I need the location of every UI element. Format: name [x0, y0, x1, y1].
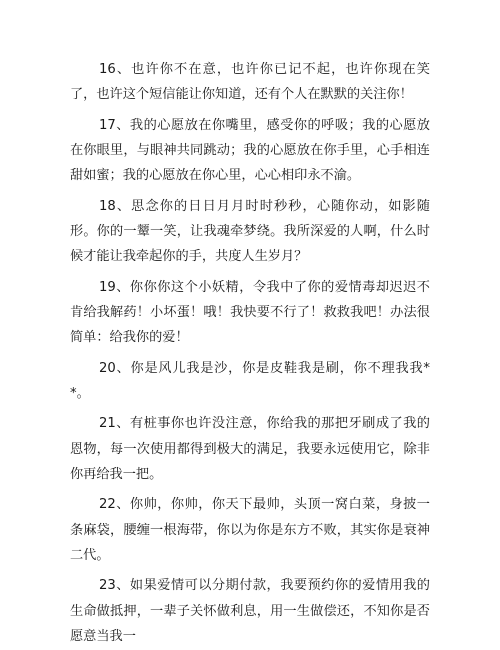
paragraph-16: 16、也许你不在意，也许你已记不起，也许你现在笑了，也许这个短信能让你知道，还有个人在默默的关注你！: [70, 62, 430, 103]
paragraph-20: 20、你是风儿我是沙，你是皮鞋我是刷，你不理我我**。: [70, 360, 430, 402]
paragraph-19: 19、你你你这个小妖精，令我中了你的爱情毒却迟迟不肯给我解药！小坏蛋！哦！我快要不行了！救救我吧！办法很简单：给我你的爱！: [70, 279, 430, 346]
paragraph-23: 23、如果爱情可以分期付款，我要预约你的爱情用我的生命做抵押，一辈子关怀做利息，用一生做偿还，不知你是否愿意当我一: [70, 578, 430, 645]
paragraph-21: 21、有桩事你也许没注意，你给我的那把牙刷成了我的恩物，每一次使用都得到极大的满足，我要永远使用它，除非你再给我一把。: [70, 416, 430, 483]
paragraph-18: 18、思念你的日日月月时时秒秒，心随你动，如影随形。你的一颦一笑，让我魂牵梦绕。我所深爱的人啊，什么时候才能让我牵起你的手，共度人生岁月？: [70, 198, 430, 265]
paragraph-22: 22、你帅，你帅，你天下最帅，头顶一窝白菜，身披一条麻袋，腰缠一根海带，你以为你是东方不败，其实你是衰神二代。: [70, 497, 430, 564]
document-body: [70, 57, 430, 650]
paragraph-17: 17、我的心愿放在你嘴里，感受你的呼吸；我的心愿放在你眼里，与眼神共同跳动；我的心愿放在你手里，心手相连甜如蜜；我的心愿放在你心里，心心相印永不渝。: [70, 117, 430, 184]
